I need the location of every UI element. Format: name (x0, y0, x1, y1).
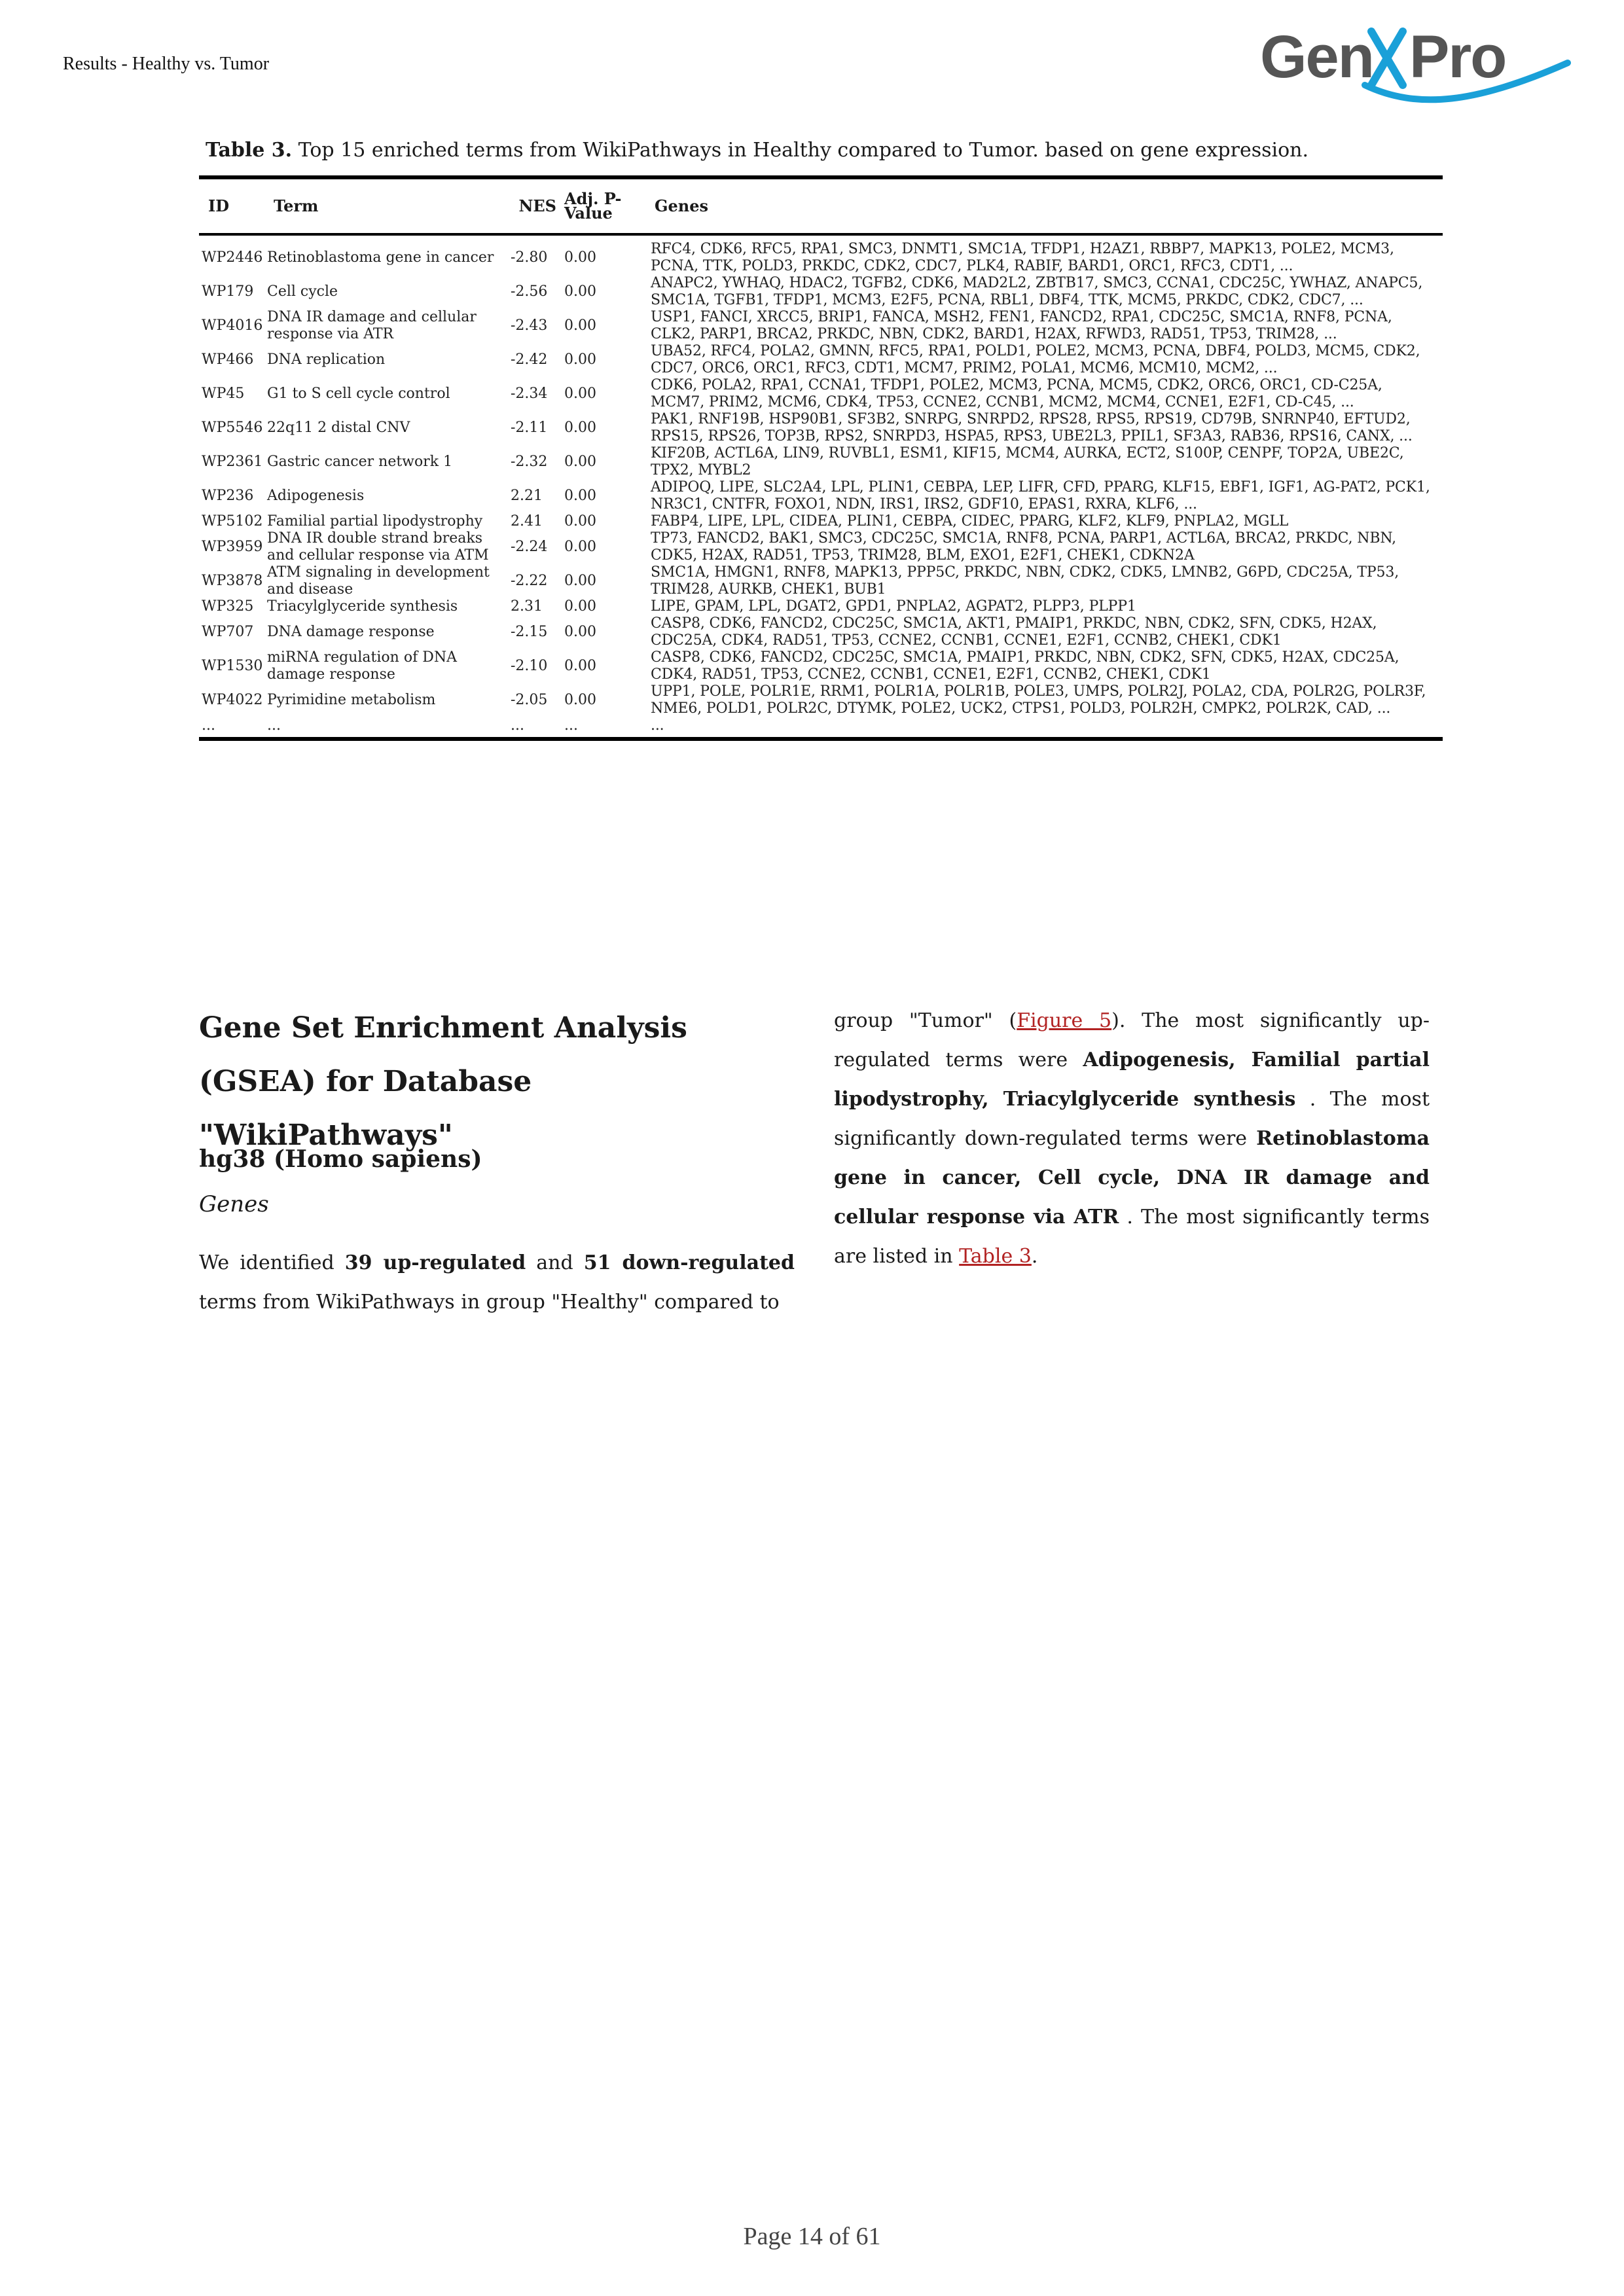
cell-adj: 0.00 (564, 488, 596, 504)
table-row (199, 411, 1443, 445)
cell-genes: USP1, FANCI, XRCC5, BRIP1, FANCA, MSH2, FEN1, FANCD2, RPA1, CDC25C, SMC1A, RNF8, PCNA, CLK2, PARP1, BRCA2, PRKDC, NBN, CDK2, BARD1, H2AX, RFWD3, RAD51, TP53, TRIM28, ... (651, 309, 1392, 342)
cell-genes: TP73, FANCD2, BAK1, SMC3, CDC25C, SMC1A, RNF8, PCNA, PARP1, ACTL6A, BRCA2, PRKDC, NBN, CDK5, H2AX, RAD51, TP53, TRIM28, BLM, EXO1, E2F1, CHEK1, CDKN2A (651, 530, 1396, 564)
cell-term: 22q11 2 distal CNV (267, 420, 410, 436)
table-row (199, 649, 1443, 683)
cell-id: WP325 (202, 598, 254, 615)
text-span: terms from WikiPathways in group "Healthy" compared to (199, 1291, 780, 1314)
cell-adj: 0.00 (564, 317, 596, 334)
cell-nes: -2.10 (511, 658, 548, 674)
svg-text:Pro: Pro (1409, 24, 1506, 90)
table-row (199, 275, 1443, 309)
text-span: . The most significantly terms are listed in (834, 1206, 1430, 1268)
cell-genes: UBA52, RFC4, POLA2, GMNN, RFC5, RPA1, POLD1, POLE2, MCM3, PCNA, DBF4, POLD3, MCM5, CDK2, CDC7, ORC6, ORC1, RFC3, CDT1, MCM7, PRIM2, POLA1, MCM6, MCM10, MCM2, ... (651, 343, 1420, 376)
cell-id: WP2361 (202, 454, 263, 470)
down-terms: Retinoblastoma gene in cancer, Cell cycle, DNA IR damage and cellular response via ATR (834, 1127, 1430, 1229)
text-span: . The most significantly down-regulated terms were (834, 1088, 1430, 1150)
cell-term: Triacylglyceride synthesis (267, 598, 458, 615)
cell-adj: 0.00 (564, 420, 596, 436)
cell-id: WP179 (202, 283, 254, 300)
col-header-term: Term (264, 177, 508, 234)
cell-nes: -2.43 (511, 317, 548, 334)
table-row (199, 309, 1443, 343)
table-row (199, 683, 1443, 717)
cell-adj: 0.00 (564, 283, 596, 300)
col-header-genes: Genes (648, 177, 1443, 234)
cell-genes: SMC1A, HMGN1, RNF8, MAPK13, PPP5C, PRKDC, NBN, CDK2, CDK5, LMNB2, G6PD, CDC25A, TP53, TRIM28, AURKB, CHEK1, BUB1 (651, 564, 1399, 598)
cell-term: G1 to S cell cycle control (267, 386, 450, 402)
text-span: and (526, 1251, 584, 1274)
cell-term: ATM signaling in development and disease (267, 564, 490, 598)
table-3-link[interactable]: Table 3 (959, 1245, 1032, 1268)
cell-adj: ... (564, 717, 578, 734)
cell-id: WP466 (202, 351, 254, 368)
cell-term: Cell cycle (267, 283, 338, 300)
table-row (199, 615, 1443, 649)
table-caption-label: Table 3. (206, 139, 293, 162)
cell-nes: -2.80 (511, 249, 548, 266)
text-span: We identified (199, 1251, 345, 1274)
cell-id: ... (202, 717, 215, 734)
cell-adj: 0.00 (564, 454, 596, 470)
text-span: . (1031, 1245, 1038, 1268)
cell-term: Adipogenesis (267, 488, 365, 504)
cell-adj: 0.00 (564, 249, 596, 266)
cell-genes: CASP8, CDK6, FANCD2, CDC25C, SMC1A, AKT1, PMAIP1, PRKDC, NBN, CDK2, SFN, CDK5, H2AX, CDC25A, CDK4, RAD51, TP53, CCNE2, CCNB1, CCNE1, E2F1, CCNB2, CHEK1, CDK1 (651, 615, 1377, 649)
cell-adj: 0.00 (564, 658, 596, 674)
genes-subheading: Genes (199, 1191, 269, 1217)
cell-genes: LIPE, GPAM, LPL, DGAT2, GPD1, PNPLA2, AGPAT2, PLPP3, PLPP1 (651, 598, 1136, 615)
cell-id: WP4016 (202, 317, 263, 334)
right-column (834, 1001, 1430, 1276)
cell-term: Gastric cancer network 1 (267, 454, 453, 470)
summary-paragraph-part2 (834, 1001, 1430, 1276)
cell-adj: 0.00 (564, 624, 596, 640)
table-row-ellipsis (199, 717, 1443, 737)
svg-text:Gen: Gen (1260, 24, 1373, 90)
cell-genes: PAK1, RNF19B, HSP90B1, SF3B2, SNRPG, SNRPD2, RPS28, RPS5, RPS19, CD79B, SNRNP40, EFTUD2, RPS15, RPS26, TOP3B, RPS2, SNRPD3, HSPA5, RPS3, UBE2L3, PPIL1, SF3A3, RAB36, RPS16, CANX, ... (651, 411, 1413, 444)
cell-genes: KIF20B, ACTL6A, LIN9, RUVBL1, ESM1, KIF15, MCM4, AURKA, ECT2, S100P, CENPF, TOP2A, UBE2C, TPX2, MYBL2 (651, 445, 1404, 478)
summary-paragraph-part1 (199, 1244, 795, 1322)
figure-5-link[interactable]: Figure 5 (1017, 1009, 1112, 1032)
cell-genes: ANAPC2, YWHAQ, HDAC2, TGFB2, CDK6, MAD2L2, ZBTB17, SMC3, CCNA1, CDC25C, YWHAZ, ANAPC5, SMC1A, TGFB1, TFDP1, MCM3, E2F5, PCNA, RBL1, DBF4, TTK, MCM5, PRKDC, CDK2, CDC7, ... (651, 275, 1423, 308)
text-span: group "Tumor" ( (834, 1009, 1017, 1032)
up-terms: Adipogenesis, Familial partial lipodystrophy, Triacylglyceride synthesis (834, 1049, 1430, 1111)
enrichment-table (199, 175, 1443, 741)
table-header-row (199, 177, 1443, 234)
page-number: Page 14 of 61 (743, 2223, 881, 2250)
cell-genes: UPP1, POLE, POLR1E, RRM1, POLR1A, POLR1B, POLE3, UMPS, POLR2J, POLA2, CDA, POLR2G, POLR3F, NME6, POLD1, POLR2C, DTYMK, POLE2, UCK2, CTPS1, POLD3, POLR2H, CMPK2, POLR2K, CAD, ... (651, 683, 1426, 717)
cell-nes: -2.15 (511, 624, 548, 640)
cell-nes: -2.34 (511, 386, 548, 402)
cell-nes: -2.24 (511, 539, 548, 555)
table-row (199, 479, 1443, 513)
cell-nes: 2.21 (511, 488, 543, 504)
cell-adj: 0.00 (564, 598, 596, 615)
cell-term: DNA IR double strand breaks and cellular response via ATM (267, 530, 489, 564)
cell-term: ... (267, 717, 281, 734)
cell-genes: RFC4, CDK6, RFC5, RPA1, SMC3, DNMT1, SMC1A, TFDP1, H2AZ1, RBBP7, MAPK13, POLE2, MCM3, PCNA, TTK, POLD3, PRKDC, CDK2, CDC7, PLK4, RABIF, BARD1, ORC1, RFC3, CDT1, ... (651, 241, 1394, 274)
cell-term: Familial partial lipodystrophy (267, 513, 483, 529)
col-header-id: ID (199, 177, 264, 234)
cell-genes: ADIPOQ, LIPE, SLC2A4, LPL, PLIN1, CEBPA, LEP, LIFR, CFD, PPARG, KLF15, EBF1, IGF1, AG-PAT2, PCK1, NR3C1, CNTFR, FOXO1, NDN, IRS1, IRS2, GDF10, EPAS1, RXRA, KLF6, ... (651, 479, 1430, 512)
cell-nes: -2.32 (511, 454, 548, 470)
table-row (199, 530, 1443, 564)
table-caption-text: Top 15 enriched terms from WikiPathways in Healthy compared to Tumor. based on gene expression. (292, 139, 1309, 162)
cell-nes: -2.22 (511, 573, 548, 589)
cell-id: WP4022 (202, 692, 263, 708)
cell-term: Pyrimidine metabolism (267, 692, 436, 708)
cell-id: WP45 (202, 386, 245, 402)
table-row (199, 445, 1443, 479)
left-column (199, 1001, 795, 1314)
cell-nes: -2.56 (511, 283, 548, 300)
cell-term: DNA replication (267, 351, 386, 368)
cell-id: WP707 (202, 624, 254, 640)
cell-nes: -2.11 (511, 420, 548, 436)
cell-nes: ... (511, 717, 524, 734)
col-header-adj-line2: Value (564, 204, 613, 223)
cell-id: WP1530 (202, 658, 263, 674)
genxpro-logo (1260, 12, 1574, 110)
col-header-adj-p (562, 177, 648, 234)
table-row (199, 377, 1443, 411)
cell-term: DNA damage response (267, 624, 435, 640)
cell-nes: -2.05 (511, 692, 548, 708)
down-count: 51 down-regulated (583, 1251, 795, 1274)
section-title: Gene Set Enrichment Analysis (GSEA) for Database "WikiPathways" (199, 1011, 687, 1152)
cell-adj: 0.00 (564, 692, 596, 708)
col-header-nes: NES (508, 177, 562, 234)
col-header-adj-line1: Adj. P- (564, 189, 622, 208)
table-row (199, 513, 1443, 530)
table-row (199, 234, 1443, 275)
cell-term: miRNA regulation of DNA damage response (267, 649, 457, 683)
cell-term: Retinoblastoma gene in cancer (267, 249, 494, 266)
cell-id: WP5546 (202, 420, 263, 436)
cell-nes: -2.42 (511, 351, 548, 368)
table-row (199, 564, 1443, 598)
cell-adj: 0.00 (564, 386, 596, 402)
table-row (199, 598, 1443, 615)
cell-id: WP236 (202, 488, 254, 504)
cell-id: WP2446 (202, 249, 263, 266)
up-count: 39 up-regulated (344, 1251, 526, 1274)
table-bottom-rule (199, 737, 1443, 741)
table-caption (206, 139, 1436, 162)
cell-id: WP3878 (202, 573, 263, 589)
cell-adj: 0.00 (564, 351, 596, 368)
cell-id: WP3959 (202, 539, 263, 555)
cell-genes: CDK6, POLA2, RPA1, CCNA1, TFDP1, POLE2, MCM3, PCNA, MCM5, CDK2, ORC6, ORC1, CD-C25A, MCM7, PRIM2, MCM6, CDK4, TP53, CCNE2, CCNB1, MCM2, MCM4, CCNE1, E2F1, CD-C45, ... (651, 377, 1382, 410)
cell-adj: 0.00 (564, 539, 596, 555)
organism-heading: hg38 (Homo sapiens) (199, 1145, 482, 1173)
cell-adj: 0.00 (564, 513, 596, 529)
cell-term: DNA IR damage and cellular response via ATR (267, 309, 477, 342)
cell-nes: 2.41 (511, 513, 543, 529)
cell-nes: 2.31 (511, 598, 543, 615)
cell-adj: 0.00 (564, 573, 596, 589)
page-header-title: Results - Healthy vs. Tumor (63, 54, 270, 74)
cell-genes: FABP4, LIPE, LPL, CIDEA, PLIN1, CEBPA, CIDEC, PPARG, KLF2, KLF9, PNPLA2, MGLL (651, 513, 1289, 529)
text-span: ). The most significantly up-regulated terms were (834, 1009, 1430, 1071)
cell-genes: CASP8, CDK6, FANCD2, CDC25C, SMC1A, PMAIP1, PRKDC, NBN, CDK2, SFN, CDK5, H2AX, CDC25A, CDK4, RAD51, TP53, CCNE2, CCNB1, CCNE1, E2F1, CCNB2, CHEK1, CDK1 (651, 649, 1399, 683)
cell-genes: ... (651, 717, 664, 734)
table-row (199, 343, 1443, 377)
cell-id: WP5102 (202, 513, 263, 529)
